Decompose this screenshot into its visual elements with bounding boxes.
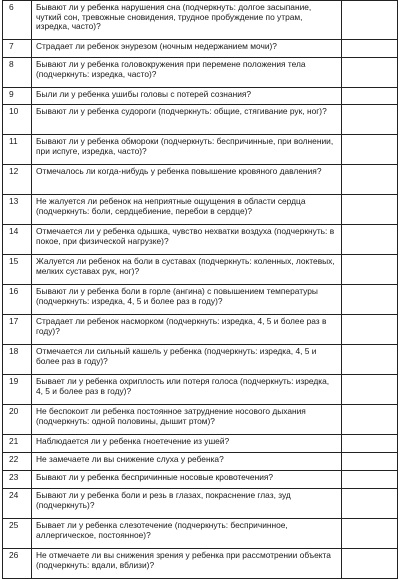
answer-cell[interactable] (342, 1, 398, 40)
question-row (3, 315, 398, 345)
answer-cell[interactable] (342, 195, 398, 225)
question-number: 18 (3, 345, 32, 375)
answer-cell[interactable] (342, 40, 398, 58)
question-text: Страдает ли ребенок энурезом (ночным недержанием мочи)? (32, 40, 342, 58)
answer-cell[interactable] (342, 135, 398, 165)
question-row (3, 195, 398, 225)
question-row (3, 255, 398, 285)
question-row (3, 285, 398, 315)
answer-cell[interactable] (342, 315, 398, 345)
question-row (3, 519, 398, 549)
question-row (3, 1, 398, 40)
question-row (3, 375, 398, 405)
question-number: 6 (3, 1, 32, 40)
question-number: 17 (3, 315, 32, 345)
question-row (3, 225, 398, 255)
answer-cell[interactable] (342, 471, 398, 489)
question-number: 8 (3, 58, 32, 88)
question-text: Страдает ли ребенок насморком (подчеркнуть: изредка, 4, 5 и более раз в году)? (32, 315, 342, 345)
question-text: Бывают ли у ребенка нарушения сна (подчеркнуть: долгое засыпание, чуткий сон, тревожные сновидения, трудное пробуждение по утрам, изредка, часто)? (32, 1, 342, 40)
question-row (3, 549, 398, 579)
answer-cell[interactable] (342, 489, 398, 519)
question-row (3, 405, 398, 435)
question-number: 23 (3, 471, 32, 489)
question-number: 14 (3, 225, 32, 255)
question-row (3, 453, 398, 471)
question-number: 19 (3, 375, 32, 405)
question-row (3, 105, 398, 135)
question-row (3, 135, 398, 165)
answer-cell[interactable] (342, 549, 398, 579)
question-text: Бывают ли у ребенка боли и резь в глазах, покраснение глаз, зуд (подчеркнуть)? (32, 489, 342, 519)
question-text: Бывают ли у ребенка обмороки (подчеркнуть: беспричинные, при волнении, при испуге, изредка, часто)? (32, 135, 342, 165)
answer-cell[interactable] (342, 435, 398, 453)
question-row (3, 165, 398, 195)
question-row (3, 58, 398, 88)
question-text: Не беспокоит ли ребенка постоянное затруднение носового дыхания (подчеркнуть: одной половины, дышит ртом)? (32, 405, 342, 435)
question-text: Наблюдается ли у ребенка гноетечение из ушей? (32, 435, 342, 453)
question-number: 11 (3, 135, 32, 165)
question-text: Бывают ли у ребенка беспричинные носовые кровотечения? (32, 471, 342, 489)
question-text: Отмечается ли у ребенка одышка, чувство нехватки воздуха (подчеркнуть: в покое, при физической нагрузке)? (32, 225, 342, 255)
question-number: 26 (3, 549, 32, 579)
answer-cell[interactable] (342, 165, 398, 195)
question-number: 12 (3, 165, 32, 195)
answer-cell[interactable] (342, 225, 398, 255)
answer-cell[interactable] (342, 255, 398, 285)
question-text: Отмечается ли сильный кашель у ребенка (подчеркнуть: изредка, 4, 5 и более раз в году)? (32, 345, 342, 375)
questionnaire-table (2, 0, 398, 579)
question-text: Были ли у ребенка ушибы головы с потерей сознания? (32, 88, 342, 105)
question-number: 9 (3, 88, 32, 105)
answer-cell[interactable] (342, 105, 398, 135)
question-number: 25 (3, 519, 32, 549)
question-number: 22 (3, 453, 32, 471)
question-text: Бывают ли у ребенка боли в горле (ангина) с повышением температуры (подчеркнуть: изредка, 4, 5 и более раз в году)? (32, 285, 342, 315)
question-text: Не замечаете ли вы снижение слуха у ребенка? (32, 453, 342, 471)
answer-cell[interactable] (342, 453, 398, 471)
answer-cell[interactable] (342, 519, 398, 549)
answer-cell[interactable] (342, 405, 398, 435)
question-text: Бывают ли у ребенка судороги (подчеркнуть: общие, стягивание рук, ног)? (32, 105, 342, 135)
question-text: Бывает ли у ребенка слезотечение (подчеркнуть: беспричинное, аллергическое, постоянное)? (32, 519, 342, 549)
question-text: Отмечалось ли когда-нибудь у ребенка повышение кровяного давления? (32, 165, 342, 195)
question-number: 13 (3, 195, 32, 225)
question-row (3, 345, 398, 375)
answer-cell[interactable] (342, 285, 398, 315)
answer-cell[interactable] (342, 375, 398, 405)
question-number: 20 (3, 405, 32, 435)
question-text: Жалуется ли ребенок на боли в суставах (подчеркнуть: коленных, локтевых, мелких суставах рук, ног)? (32, 255, 342, 285)
question-row (3, 471, 398, 489)
question-number: 10 (3, 105, 32, 135)
question-number: 15 (3, 255, 32, 285)
question-text: Не отмечаете ли вы снижения зрения у ребенка при рассмотрении объекта (подчеркнуть: вдали, вблизи)? (32, 549, 342, 579)
answer-cell[interactable] (342, 88, 398, 105)
question-text: Бывают ли у ребенка головокружения при перемене положения тела (подчеркнуть: изредка, часто)? (32, 58, 342, 88)
question-row (3, 435, 398, 453)
question-row (3, 489, 398, 519)
question-row (3, 88, 398, 105)
question-text: Бывает ли у ребенка охриплость или потеря голоса (подчеркнуть: изредка, 4, 5 и более раз в году)? (32, 375, 342, 405)
question-number: 21 (3, 435, 32, 453)
question-number: 24 (3, 489, 32, 519)
questionnaire-table-body (3, 1, 398, 579)
answer-cell[interactable] (342, 58, 398, 88)
question-number: 16 (3, 285, 32, 315)
question-text: Не жалуется ли ребенок на неприятные ощущения в области сердца (подчеркнуть: боли, сердцебиение, перебои в сердце)? (32, 195, 342, 225)
question-row (3, 40, 398, 58)
answer-cell[interactable] (342, 345, 398, 375)
question-number: 7 (3, 40, 32, 58)
